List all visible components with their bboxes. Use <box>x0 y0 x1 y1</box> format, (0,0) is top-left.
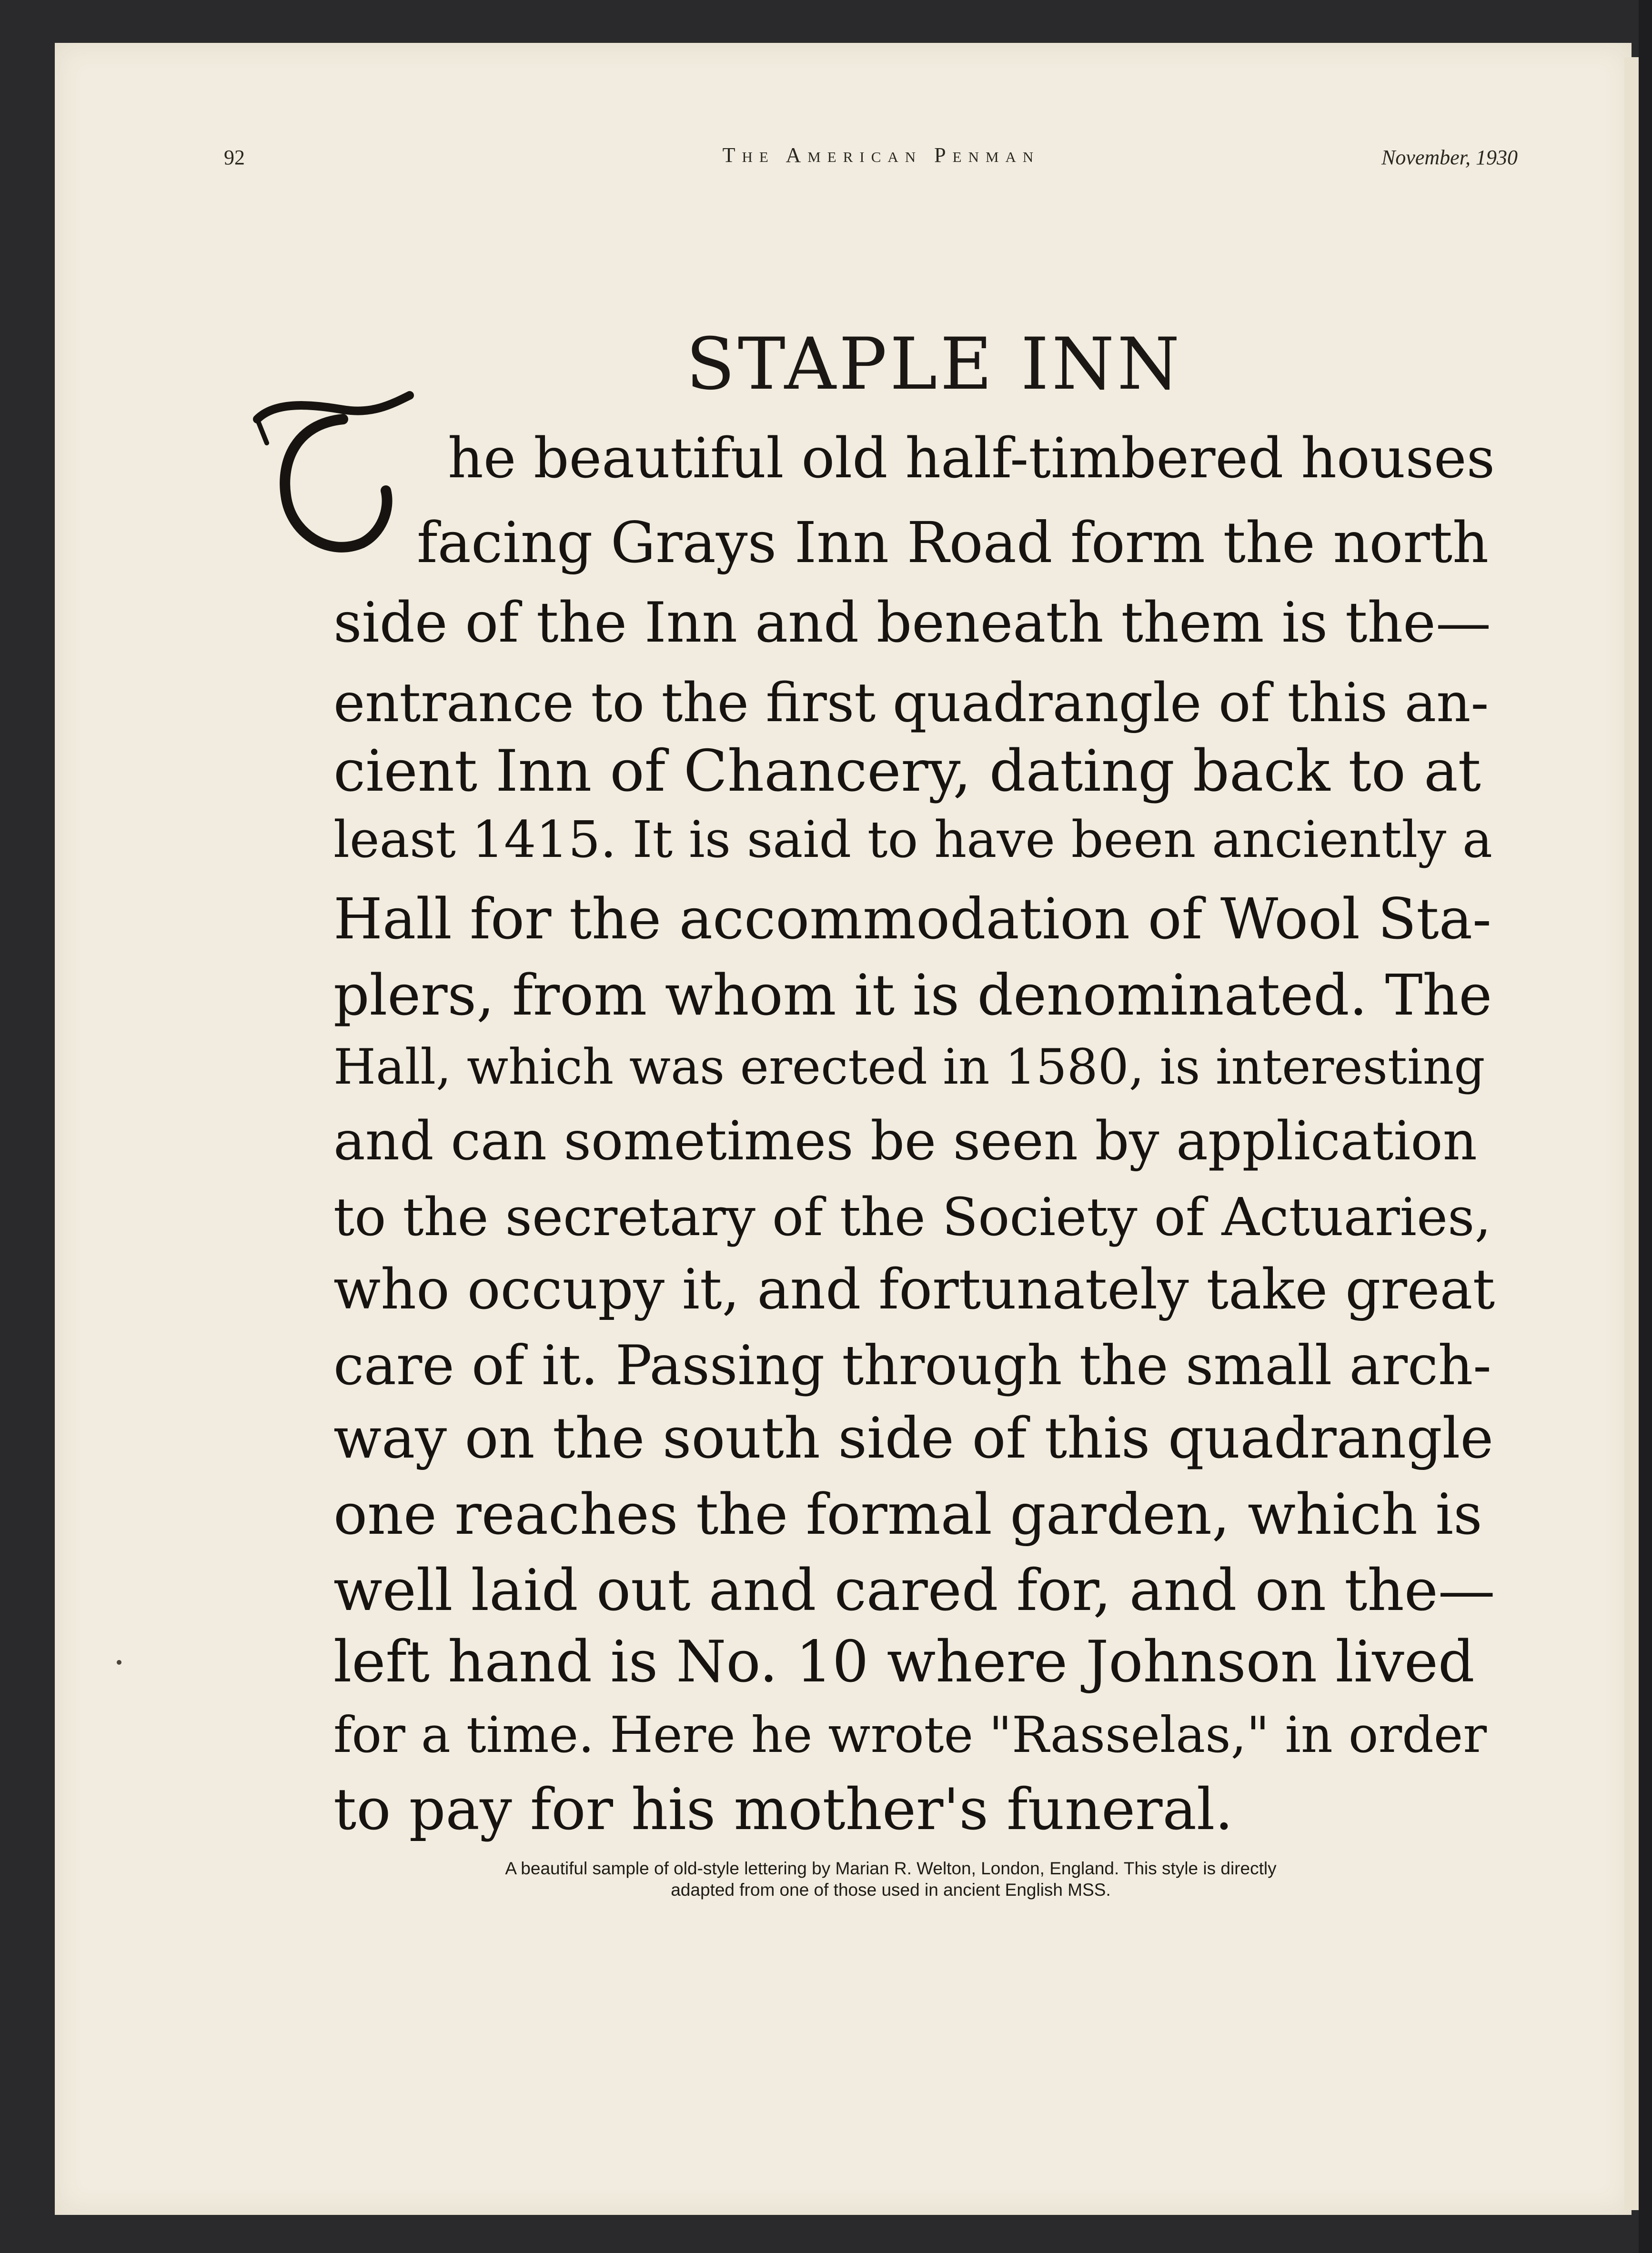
text-line-5: cient Inn of Chancery, dating back to at <box>333 738 1481 805</box>
page-number: 92 <box>224 146 245 169</box>
text-line-6: least 1415. It is said to have been anciently a <box>333 810 1493 869</box>
text-line-16: well laid out and cared for, and on the— <box>333 1558 1495 1624</box>
caption-line-1: A beautiful sample of old-style lettering by Marian R. Welton, London, England. This style is directly <box>505 1859 1277 1878</box>
article-title: STAPLE INN <box>686 323 1183 406</box>
caption-line-2: adapted from one of those used in ancient English MSS. <box>671 1880 1111 1900</box>
text-line-13: care of it. Passing through the small arch- <box>333 1334 1491 1397</box>
text-line-1: he beautiful old half-timbered houses <box>448 426 1495 491</box>
figure-caption <box>305 1858 1477 1901</box>
text-line-19: to pay for his mother's funeral. <box>333 1777 1233 1843</box>
text-line-8: plers, from whom it is denominated. The <box>333 962 1492 1028</box>
text-line-4: entrance to the first quadrangle of this an- <box>333 672 1489 734</box>
text-line-3: side of the Inn and beneath them is the— <box>333 591 1491 655</box>
text-line-15: one reaches the formal garden, which is <box>333 1481 1482 1547</box>
text-line-11: to the secretary of the Society of Actuaries, <box>333 1187 1491 1247</box>
scan-border <box>1639 0 1652 2253</box>
text-line-17: left hand is No. 10 where Johnson lived <box>333 1629 1475 1695</box>
text-line-12: who occupy it, and fortunately take great <box>333 1257 1495 1322</box>
drop-cap-t-icon <box>248 391 419 562</box>
issue-date: November, 1930 <box>1381 146 1518 169</box>
text-line-7: Hall for the accommodation of Wool Sta- <box>333 886 1491 952</box>
ink-speck <box>117 1660 121 1665</box>
text-line-9: Hall, which was erected in 1580, is interesting <box>333 1039 1485 1096</box>
text-line-14: way on the south side of this quadrangle <box>333 1405 1494 1471</box>
text-line-10: and can sometimes be seen by application <box>333 1110 1477 1172</box>
text-line-18: for a time. Here he wrote "Rasselas," in order <box>333 1706 1487 1764</box>
text-line-2: facing Grays Inn Road form the north <box>417 510 1489 575</box>
running-title: The American Penman <box>722 143 1040 167</box>
next-page-edge <box>1624 57 1639 2210</box>
